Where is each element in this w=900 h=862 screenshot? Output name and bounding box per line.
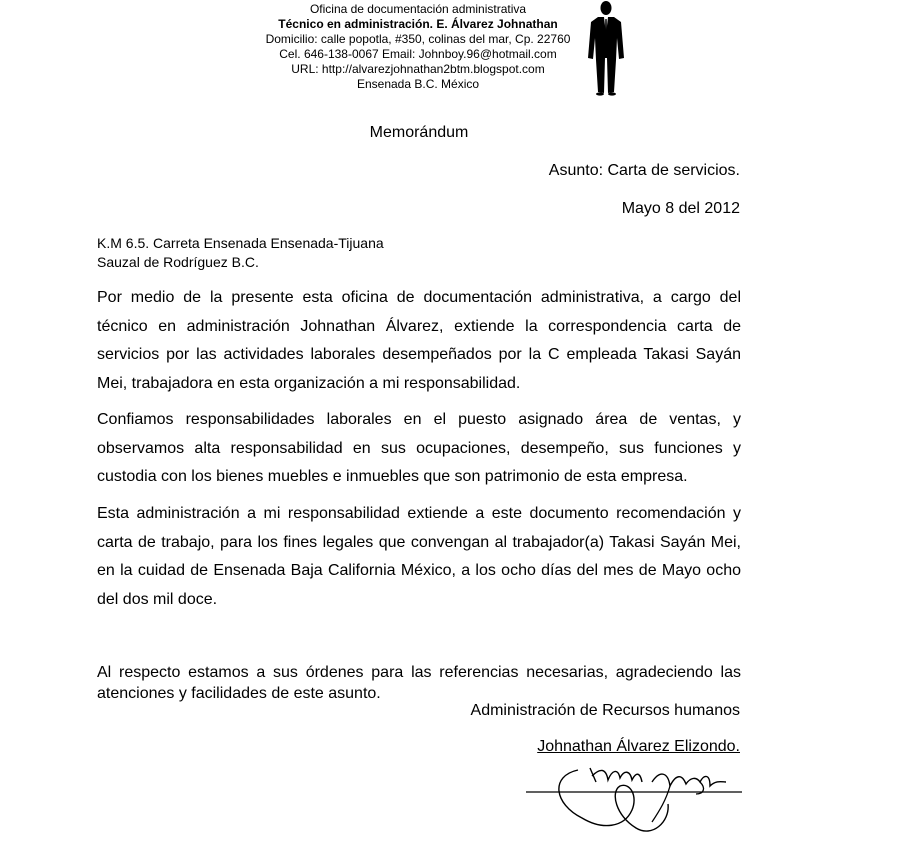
signature-department: Administración de Recursos humanos xyxy=(470,702,740,719)
sender-city: Ensenada B.C. México xyxy=(356,77,480,91)
businessman-silhouette-icon xyxy=(586,0,626,96)
subject-line: Asunto: Carta de servicios. xyxy=(548,162,740,179)
recipient-address xyxy=(97,234,384,272)
recipient-line-1: K.M 6.5. Carreta Ensenada Ensenada-Tijuana xyxy=(97,235,384,251)
body-paragraph-3: Esta administración a mi responsabilidad extiende a este documento recomendación y carta de trabajo, para los fines legales que convengan al trabajador(a) Takasi Sayán Mei, en la cuidad de Ensenada Baja California México, a los ocho días del mes de Mayo ocho del dos mil doce. xyxy=(97,505,741,608)
sender-address: Domicilio: calle popotla, #350, colinas del mar, Cp. 22760 xyxy=(265,32,571,46)
handwritten-signature xyxy=(520,752,752,842)
signature-name: Johnathan Álvarez Elizondo. xyxy=(537,738,740,755)
closing-paragraph: Al respecto estamos a sus órdenes para las referencias necesarias, agradeciendo las atenciones y facilidades de este asunto. xyxy=(97,664,741,702)
body-paragraph-1: Por medio de la presente esta oficina de documentación administrativa, a cargo del técnico en administración Johnathan Álvarez, extiende la correspondencia carta de servicios por las actividades laborales desempeñados por la C empleada Takasi Sayán Mei, trabajadora en esta organización a mi responsabilidad. xyxy=(97,289,741,392)
sender-name-line: Técnico en administración. E. Álvarez Johnathan xyxy=(278,17,558,31)
body-paragraph-2: Confiamos responsabilidades laborales en el puesto asignado área de ventas, y observamos alta responsabilidad en sus ocupaciones, desempeño, sus funciones y custodia con los bienes muebles e inmuebles que son patrimonio de esta empresa. xyxy=(97,411,741,485)
sender-url: URL: http://alvarezjohnathan2btm.blogspot.com xyxy=(291,62,545,76)
sender-contact: Cel. 646-138-0067 Email: Johnboy.96@hotmail.com xyxy=(279,47,557,61)
document-title: Memorándum xyxy=(369,124,469,141)
date-line: Mayo 8 del 2012 xyxy=(621,200,740,217)
office-name: Oficina de documentación administrativa xyxy=(309,2,527,16)
recipient-line-2: Sauzal de Rodríguez B.C. xyxy=(97,254,259,270)
letterhead xyxy=(225,2,611,92)
